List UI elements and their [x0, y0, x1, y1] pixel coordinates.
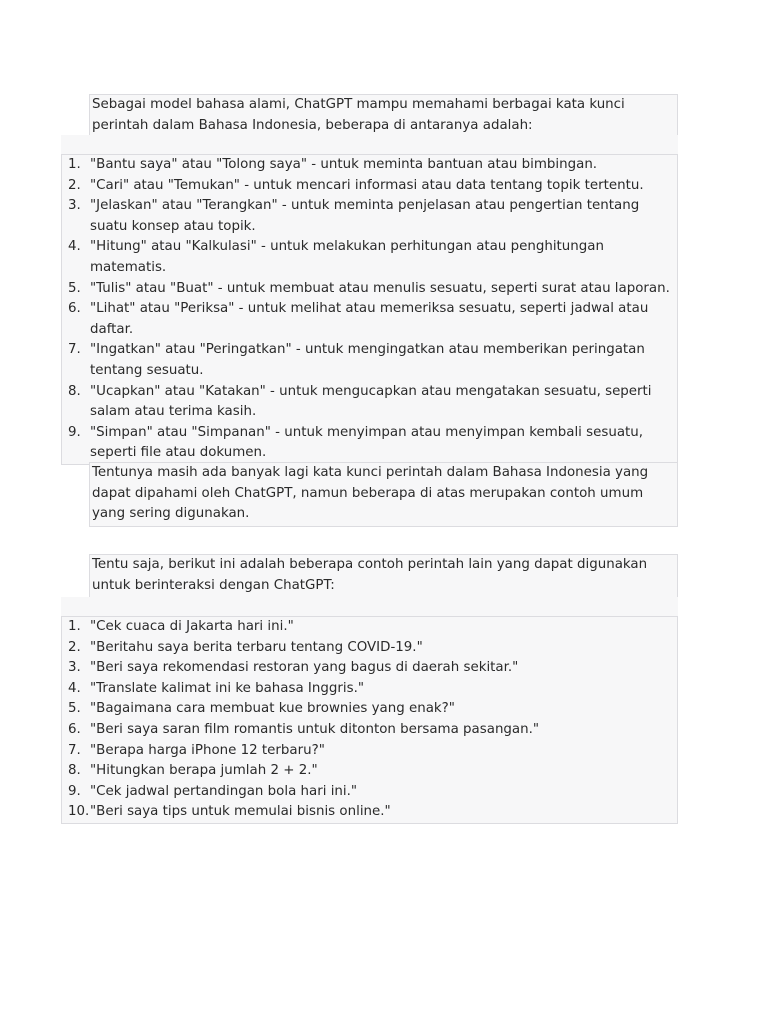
list-item-number: 9. [68, 424, 81, 440]
list-item-text: "Cari" atau "Temukan" - untuk mencari informasi atau data tentang topik tertentu. [90, 177, 644, 193]
list-item [62, 782, 677, 803]
list-item-number: 8. [68, 763, 81, 779]
list-item [62, 617, 677, 638]
list-item-number: 10. [68, 804, 90, 820]
list-item-number: 7. [68, 742, 81, 758]
list-item-text: "Simpan" atau "Simpanan" - untuk menyimpan atau menyimpan kembali sesuatu, seperti file atau dokumen. [90, 424, 644, 461]
list-item-text: "Beritahu saya berita terbaru tentang COVID-19." [90, 639, 423, 655]
list-item-text: "Ucapkan" atau "Katakan" - untuk mengucapkan atau mengatakan sesuatu, seperti salam atau terima kasih. [90, 383, 652, 420]
list-item-text: "Lihat" atau "Periksa" - untuk melihat atau memeriksa sesuatu, seperti jadwal atau daftar. [90, 301, 649, 337]
list-item [62, 299, 677, 340]
example-list [61, 616, 678, 824]
list-item-number: 2. [68, 639, 81, 655]
list-item-number: 1. [68, 157, 81, 172]
list-item-number: 1. [68, 619, 81, 634]
list-item-number: 9. [68, 783, 81, 799]
list-item-text: "Translate kalimat ini ke bahasa Inggris." [90, 680, 364, 696]
list-item-number: 4. [68, 239, 81, 255]
examples-intro-paragraph: Tentu saja, berikut ini adalah beberapa contoh perintah lain yang dapat digunakan untuk berinteraksi dengan ChatGPT: [92, 557, 648, 593]
list-item [62, 237, 677, 278]
list-item-text: "Ingatkan" atau "Peringatkan" - untuk mengingatkan atau memberikan peringatan tentang sesuatu. [90, 342, 645, 378]
list-item-text: "Hitung" atau "Kalkulasi" - untuk melakukan perhitungan atau penghitungan matematis. [90, 239, 604, 275]
summary-paragraph-block [89, 462, 678, 527]
intro-paragraph: Sebagai model bahasa alami, ChatGPT mampu memahami berbagai kata kunci perintah dalam Bahasa Indonesia, beberapa di antaranya adalah: [92, 97, 625, 133]
list-item-number: 6. [68, 721, 81, 737]
examples-intro-paragraph-block [89, 554, 678, 598]
list-item [62, 196, 677, 237]
list-item-number: 2. [68, 177, 81, 193]
list-item-number: 3. [68, 198, 81, 214]
list-item-number: 7. [68, 342, 81, 358]
list-item-text: "Beri saya tips untuk memulai bisnis online." [90, 804, 391, 820]
list-item-number: 8. [68, 383, 81, 399]
list-item [62, 699, 677, 720]
list-item [62, 279, 677, 300]
list-item-number: 3. [68, 660, 81, 676]
list-item [62, 741, 677, 762]
list-item-number: 5. [68, 280, 81, 296]
list-gap-strip [61, 135, 678, 154]
list-item-text: "Hitungkan berapa jumlah 2 + 2." [90, 763, 318, 779]
list-item [62, 720, 677, 741]
list-item-text: "Cek jadwal pertandingan bola hari ini." [90, 783, 358, 799]
list-item-text: "Bagaimana cara membuat kue brownies yang enak?" [90, 701, 455, 717]
list-item-text: "Bantu saya" atau "Tolong saya" - untuk meminta bantuan atau bimbingan. [90, 157, 598, 172]
list-item-text: "Jelaskan" atau "Terangkan" - untuk meminta penjelasan atau pengertian tentang suatu konsep atau topik. [90, 198, 640, 234]
list-item-number: 4. [68, 680, 81, 696]
list-item [62, 340, 677, 381]
list-item-text: "Berapa harga iPhone 12 terbaru?" [90, 742, 325, 758]
list-item-number: 5. [68, 701, 81, 717]
list-item [62, 176, 677, 197]
list-item [62, 638, 677, 659]
keyword-list [61, 154, 678, 465]
list-gap-strip [61, 597, 678, 616]
list-item-number: 6. [68, 301, 81, 317]
summary-paragraph: Tentunya masih ada banyak lagi kata kunci perintah dalam Bahasa Indonesia yang dapat dipahami oleh ChatGPT, namun beberapa di atas merupakan contoh umum yang sering digunakan. [92, 465, 649, 522]
list-item-text: "Beri saya saran film romantis untuk ditonton bersama pasangan." [90, 721, 540, 737]
list-item [62, 802, 677, 823]
intro-paragraph-block [89, 94, 678, 138]
list-item [62, 658, 677, 679]
list-item-text: "Cek cuaca di Jakarta hari ini." [90, 619, 294, 634]
list-item [62, 761, 677, 782]
list-item [62, 679, 677, 700]
list-item-text: "Beri saya rekomendasi restoran yang bagus di daerah sekitar." [90, 660, 519, 676]
list-item-text: "Tulis" atau "Buat" - untuk membuat atau menulis sesuatu, seperti surat atau laporan. [90, 280, 670, 296]
list-item [62, 382, 677, 423]
list-item [62, 155, 677, 176]
list-item [62, 423, 677, 464]
